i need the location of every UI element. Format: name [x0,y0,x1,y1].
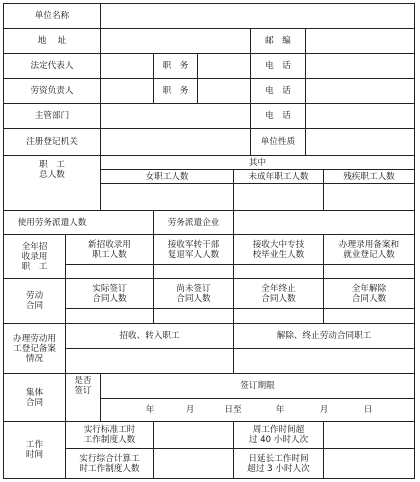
signed-question-label: 是否 签订 [74,376,92,396]
end-year-label: 年 [275,405,285,415]
recruit-transfer-label: 招收、转入职工 [119,331,180,341]
unit-name-label: 单位名称 [34,11,70,21]
release-terminate-field[interactable] [234,349,414,373]
dept-phone-field[interactable] [306,104,414,128]
dissolved-contract-field[interactable] [324,309,414,323]
standard-hours-field[interactable] [154,422,233,448]
unit-nature-label: 单位性质 [260,137,296,147]
labor-head-phone-field[interactable] [306,79,414,103]
among-label: 其中 [248,157,267,168]
labor-head-phone-label: 电 话 [265,86,291,96]
unsigned-contract-field[interactable] [154,309,233,323]
legal-rep-field[interactable] [101,54,153,78]
total-staff-label: 职 工 总人数 [39,160,65,180]
minor-staff-label: 未成年职工人数 [248,171,309,182]
legal-rep-position-label: 职 务 [162,61,189,71]
over-40-hours-label: 周工作时间超 过 40 小时人次 [248,425,309,445]
graduates-field[interactable] [234,265,323,278]
labor-head-field[interactable] [101,79,153,103]
dept-label: 主管部门 [34,111,70,121]
legal-rep-phone-label: 电 话 [265,61,291,71]
terminated-contract-label: 全年终止 合同人数 [261,283,296,304]
employment-registration-field[interactable] [324,265,414,278]
labor-head-position-field[interactable] [198,79,250,103]
labor-head-position-label: 职 务 [162,86,189,96]
standard-hours-label: 实行标准工时 工作制度人数 [83,425,136,445]
collective-side-label: 集体 合同 [25,387,44,408]
recruit-side-label: 全年招 收录用 职 工 [21,241,48,272]
postcode-label: 邮 编 [265,36,291,46]
reg-org-label: 注册登记机关 [26,137,78,147]
dissolved-contract-label: 全年解除 合同人数 [351,283,387,304]
dept-phone-label: 电 话 [265,111,291,121]
unit-nature-field[interactable] [306,129,414,155]
end-day-label: 日 [363,405,373,415]
veterans-field[interactable] [154,265,233,278]
labor-head-label: 劳资负责人 [30,86,74,96]
minor-staff-field[interactable] [234,184,323,210]
dispatch-company-label: 劳务派遣企业 [167,217,220,228]
worktime-side-label: 工作 时间 [25,440,44,460]
terminated-contract-field[interactable] [234,309,323,323]
release-terminate-label: 解除、终止劳动合同职工 [276,331,372,341]
graduates-label: 接收大中专技 校毕业生人数 [252,239,305,260]
signing-period-label: 签订期限 [240,381,275,391]
legal-rep-phone-field[interactable] [306,54,414,78]
dispatch-count-field[interactable] [101,211,153,234]
female-staff-label: 女职工人数 [145,171,189,182]
filing-side-label: 办理劳动用 工登记备案 情况 [13,333,56,364]
address-field[interactable] [101,29,250,53]
unsigned-contract-label: 尚未签订 合同人数 [176,283,211,304]
dept-field[interactable] [101,104,250,128]
contract-side-label: 劳动 合同 [25,291,44,311]
over-3-hours-field[interactable] [324,449,414,478]
signed-contract-field[interactable] [66,309,153,323]
dispatch-company-field[interactable] [234,211,414,234]
postcode-field[interactable] [306,29,414,53]
female-staff-field[interactable] [101,184,233,210]
recruit-transfer-field[interactable] [66,349,233,373]
unit-name-field[interactable] [101,4,414,28]
legal-rep-label: 法定代表人 [30,61,74,71]
dispatch-count-label: 使用劳务派遣人数 [17,217,87,228]
total-staff-field[interactable] [4,184,100,210]
comprehensive-hours-field[interactable] [154,449,233,478]
start-year-label: 年 [145,405,155,415]
reg-org-field[interactable] [101,129,250,155]
disabled-staff-label: 残疾职工人数 [343,171,395,182]
over-40-hours-field[interactable] [324,422,414,448]
address-label: 地 址 [37,36,67,46]
employment-registration-label: 办理录用备案和 就业登记人数 [338,239,400,260]
new-recruit-field[interactable] [66,265,153,278]
end-month-label: 月 [319,405,329,415]
signed-contract-label: 实际签订 合同人数 [92,283,127,304]
signed-question-field[interactable] [66,399,100,421]
over-3-hours-label: 日延长工作时间 超过 3 小时人次 [247,453,310,474]
new-recruit-label: 新招收录用 职工人数 [88,239,131,260]
border-right [414,3,415,479]
start-day-to-label: 日至 [224,405,242,415]
comprehensive-hours-label: 实行综合计算工 时工作制度人数 [79,453,140,474]
start-month-label: 月 [185,405,195,415]
legal-rep-position-field[interactable] [198,54,250,78]
disabled-staff-field[interactable] [324,184,414,210]
veterans-label: 接收军转干部 复退军人人数 [167,239,220,260]
